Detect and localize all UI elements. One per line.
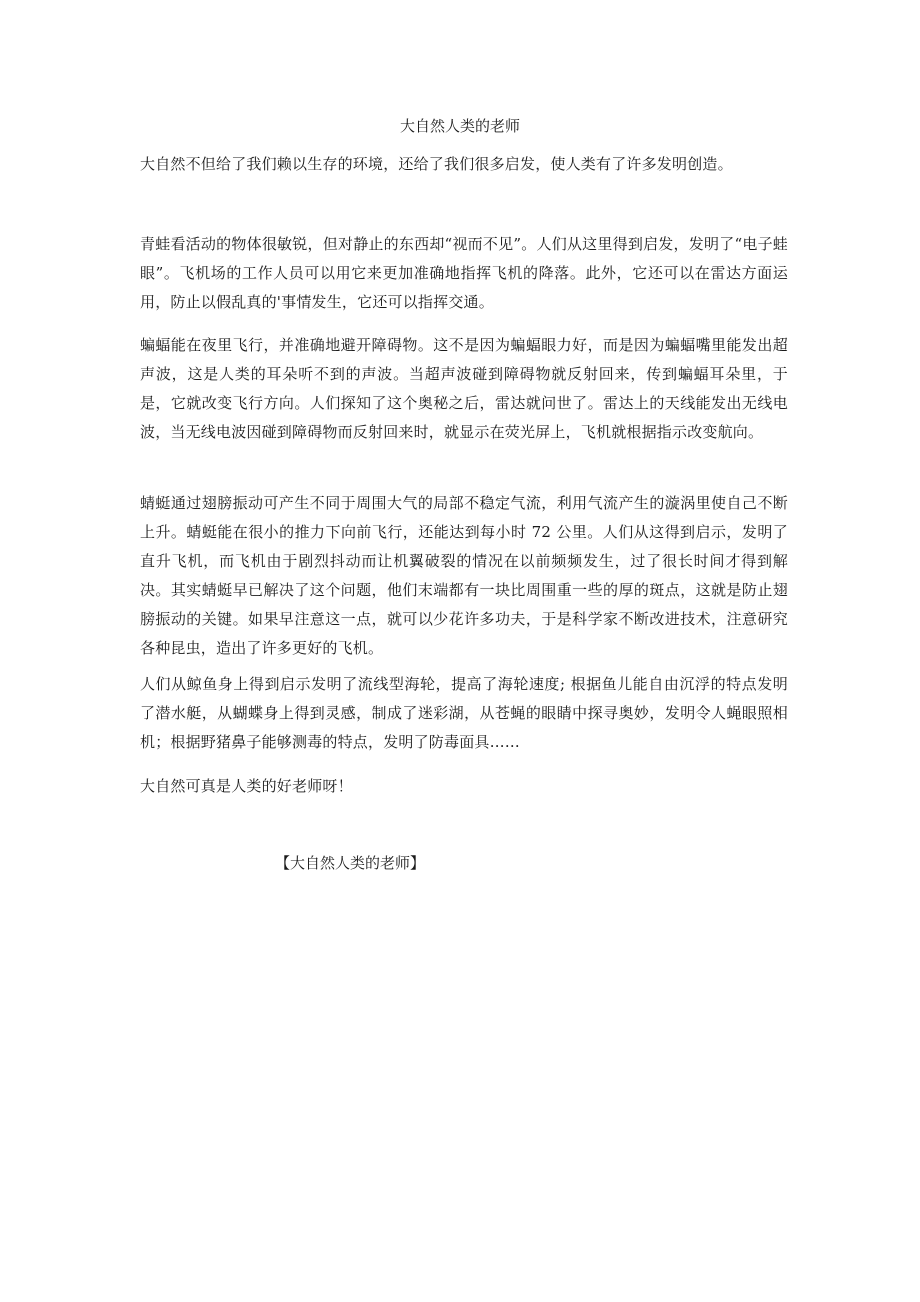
paragraph-frog: 青蛙看活动的物体很敏锐，但对静止的东西却“视而不见”。人们从这里得到启发，发明了“电子蛙眼”。飞机场的工作人员可以用它来更加准确地指挥飞机的降落。此外，它还可以在雷达方面运用，防止以假乱真的'事情发生，它还可以指挥交通。 (140, 235, 788, 311)
footer-title: 【大自然人类的老师】 (274, 854, 425, 872)
document-title: 大自然人类的老师 (399, 117, 520, 135)
paragraph-ending: 大自然可真是人类的好老师呀！ (140, 777, 353, 795)
paragraph-intro: 大自然不但给了我们赖以生存的环境，还给了我们很多启发，使人类有了许多发明创造。 (140, 155, 733, 173)
paragraph-dragonfly: 蜻蜓通过翅膀振动可产生不同于周围大气的局部不稳定气流，利用气流产生的漩涡里使自己不断上升。蜻蜓能在很小的推力下向前飞行，还能达到每小时 72 公里。人们从这得到启示，发明了直升飞机，而飞机由于剧烈抖动而让机翼破裂的情况在以前频频发生，过了很长时间才得到解决。其实蜻蜓早已解决了这个问题，他们末端都有一块比周围重一些的厚的斑点，这就是防止翅膀振动的关键。如果早注意这一点，就可以少花许多功夫，于是科学家不断改进技术，注意研究各种昆虫，造出了许多更好的飞机。 (140, 494, 788, 657)
paragraph-bat: 蝙蝠能在夜里飞行，并准确地避开障碍物。这不是因为蝙蝠眼力好，而是因为蝙蝠嘴里能发出超声波，这是人类的耳朵听不到的声波。当超声波碰到障碍物就反射回来，传到蝙蝠耳朵里，于是，它就改变飞行方向。人们探知了这个奥秘之后，雷达就问世了。雷达上的天线能发出无线电波，当无线电波因碰到障碍物而反射回来时，就显示在荧光屏上，飞机就根据指示改变航向。 (140, 336, 788, 441)
paragraph-other-inventions: 人们从鲸鱼身上得到启示发明了流线型海轮，提高了海轮速度; 根据鱼儿能自由沉浮的特点发明了潜水艇，从蝴蝶身上得到灵感，制成了迷彩湖，从苍蝇的眼睛中探寻奥妙，发明令人蝇眼照相机；根据野猪鼻子能够测毒的特点，发明了防毒面具…… (140, 675, 788, 751)
